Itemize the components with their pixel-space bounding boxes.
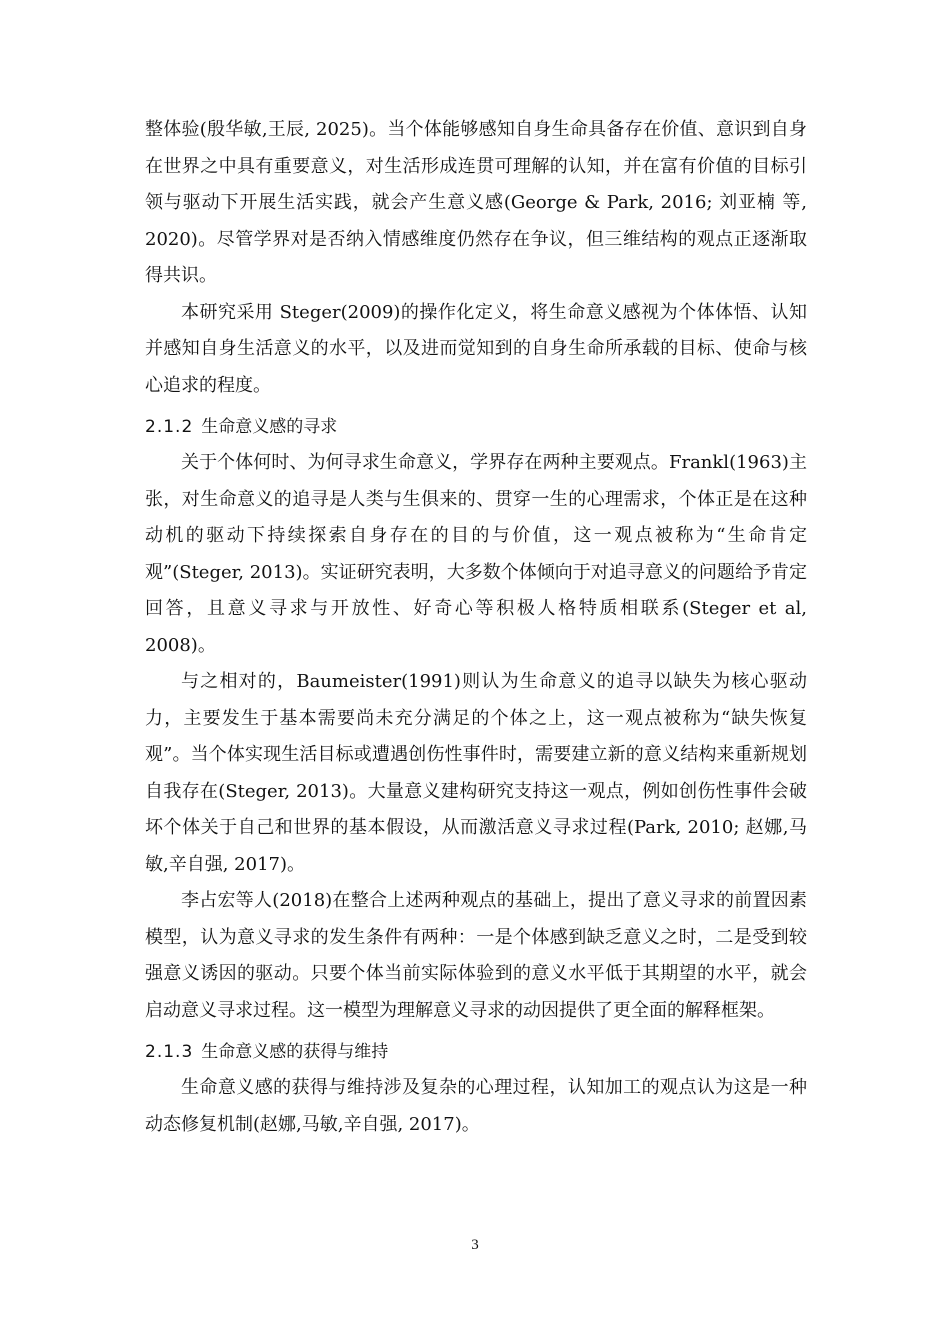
paragraph: 生命意义感的获得与维持涉及复杂的心理过程，认知加工的观点认为这是一种动态修复机制(赵娜,马敏,辛自强, 2017)。 <box>145 1077 807 1135</box>
paragraph-definition: 本研究采用 Steger(2009)的操作化定义，将生命意义感视为个体体悟、认知并感知自身生活意义的水平，以及进而觉知到的自身生命所承载的目标、使命与核心追求的程度。 <box>145 301 807 396</box>
paragraph: 关于个体何时、为何寻求生命意义，学界存在两种主要观点。Frankl(1963)主张，对生命意义的追寻是人类与生俱来的、贯穿一生的心理需求，个体正是在这种动机的驱动下持续探索自身存在的目的与价值，这一观点被称为“生命肯定观”(Steger, 2013)。实证研究表明，大多数个体倾向于对追寻意义的问题给予肯定回答，且意义寻求与开放性、好奇心等积极人格特质相联系(Steger et al, 2008)。 <box>145 452 807 656</box>
paragraph-continuation: 整体验(殷华敏,王辰, 2025)。当个体能够感知自身生命具备存在价值、意识到自身在世界之中具有重要意义，对生活形成连贯可理解的认知，并在富有价值的目标引领与驱动下开展生活实践，就会产生意义感(George & Park, 2016; 刘亚楠 等, 2020)。尽管学界对是否纳入情感维度仍然存在争议，但三维结构的观点正逐渐取得共识。 <box>145 119 807 286</box>
paragraph: 李占宏等人(2018)在整合上述两种观点的基础上，提出了意义寻求的前置因素模型，认为意义寻求的发生条件有两种：一是个体感到缺乏意义之时，二是受到较强意义诱因的驱动。只要个体当前实际体验到的意义水平低于其期望的水平，就会启动意义寻求过程。这一模型为理解意义寻求的动因提供了更全面的解释框架。 <box>145 890 807 1021</box>
page-number: 3 <box>471 1237 479 1253</box>
paragraph: 与之相对的，Baumeister(1991)则认为生命意义的追寻以缺失为核心驱动力，主要发生于基本需要尚未充分满足的个体之上，这一观点被称为“缺失恢复观”。当个体实现生活目标或遭遇创伤性事件时，需要建立新的意义结构来重新规划自我存在(Steger, 2013)。大量意义建构研究支持这一观点，例如创伤性事件会破坏个体关于自己和世界的基本假设，从而激活意义寻求过程(Park, 2010; 赵娜,马敏,辛自强, 2017)。 <box>145 671 807 875</box>
body-text <box>145 112 807 1143</box>
section-heading-2-1-2 <box>145 409 807 445</box>
section-number: 2.1.3 <box>145 1042 194 1062</box>
section-title: 生命意义感的获得与维持 <box>201 1042 389 1062</box>
section-number: 2.1.2 <box>145 417 194 437</box>
section-heading-2-1-3 <box>145 1034 807 1070</box>
section-title: 生命意义感的寻求 <box>201 417 338 437</box>
